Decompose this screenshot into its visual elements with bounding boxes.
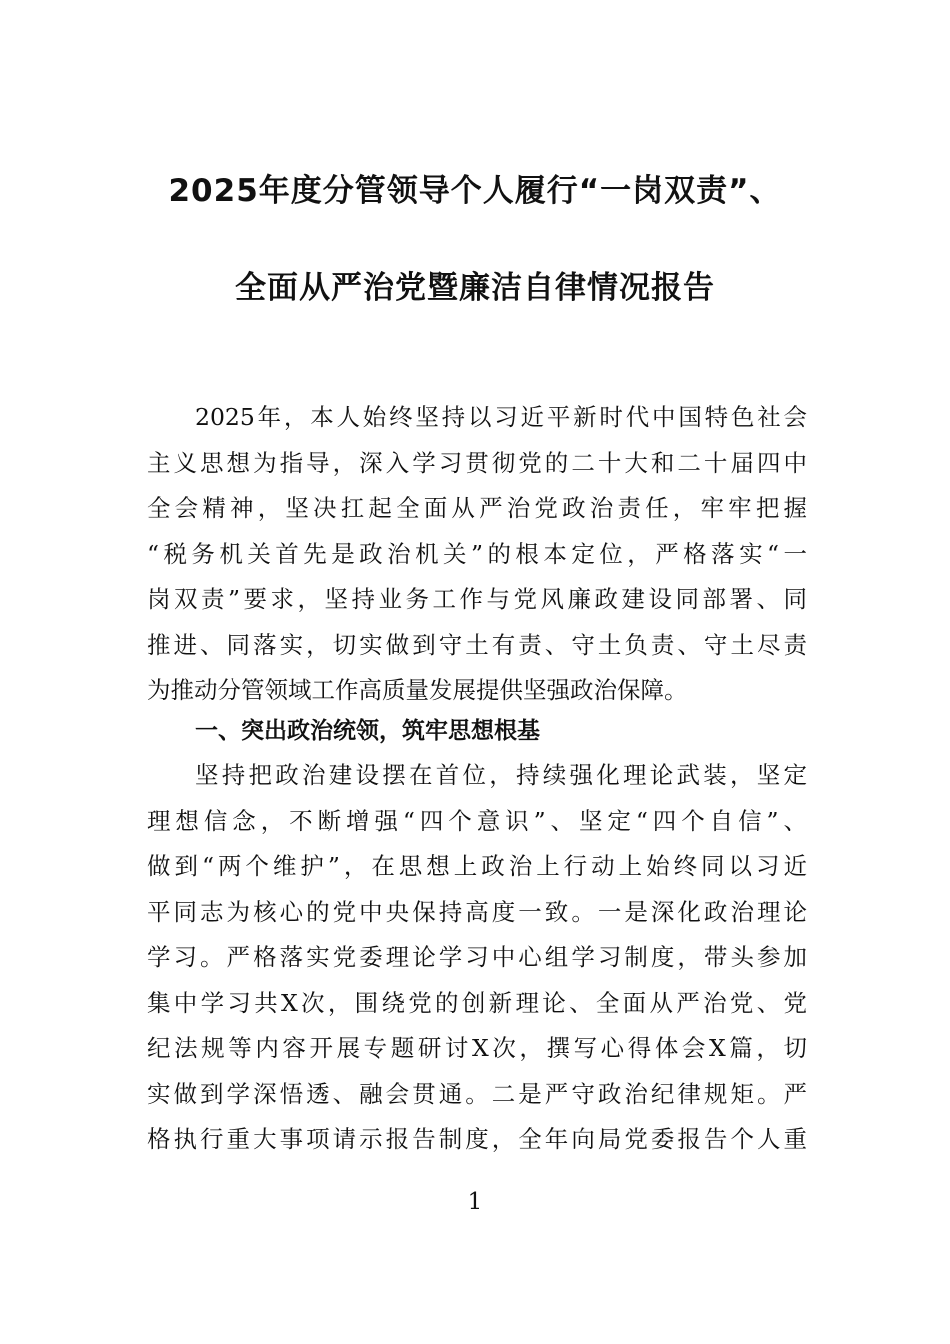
paragraph-2-line: 平同志为核心的党中央保持高度一致。一是深化政治理论 (147, 897, 807, 926)
paragraph-1-line: 2025年，本人始终坚持以习近平新时代中国特色社会 (195, 403, 807, 431)
document-title-line-2: 全面从严治党暨廉洁自律情况报告 (235, 270, 715, 306)
paragraph-2-line: 实做到学深悟透、融会贯通。二是严守政治纪律规矩。严 (147, 1079, 807, 1108)
paragraph-1-line: 主义思想为指导，深入学习贯彻党的二十大和二十届四中 (147, 448, 807, 477)
paragraph-2-line: 坚持把政治建设摆在首位，持续强化理论武装，坚定 (195, 761, 807, 789)
paragraph-1 (147, 395, 807, 714)
paragraph-1-line: 全会精神，坚决扛起全面从严治党政治责任，牢牢把握 (147, 494, 807, 522)
paragraph-1-line: “税务机关首先是政治机关”的根本定位，严格落实“一 (147, 539, 807, 568)
paragraph-2-line: 集中学习共X次，围绕党的创新理论、全面从严治党、党 (147, 988, 807, 1017)
paragraph-1-line: 为推动分管领域工作高质量发展提供坚强政治保障。 (147, 676, 688, 704)
paragraph-2-line: 纪法规等内容开展专题研讨X次，撰写心得体会X篇，切 (147, 1034, 807, 1062)
page-number: 1 (467, 1189, 483, 1215)
paragraph-1-line: 岗双责”要求，坚持业务工作与党风廉政建设同部署、同 (147, 585, 807, 613)
paragraph-2-line: 理想信念，不断增强“四个意识”、坚定“四个自信”、 (147, 806, 807, 835)
paragraph-1-line: 推进、同落实，切实做到守土有责、守土负责、守土尽责 (147, 630, 807, 659)
paragraph-2 (147, 753, 807, 1163)
document-title-line-1: 2025年度分管领导个人履行“一岗双责”、 (168, 173, 782, 209)
paragraph-2-line: 学习。严格落实党委理论学习中心组学习制度，带头参加 (147, 943, 807, 971)
section-1-heading: 一、突出政治统领，筑牢思想根基 (195, 718, 540, 744)
paragraph-2-line: 做到“两个维护”，在思想上政治上行动上始终同以习近 (147, 852, 807, 880)
paragraph-2-line: 格执行重大事项请示报告制度，全年向局党委报告个人重 (147, 1125, 807, 1153)
